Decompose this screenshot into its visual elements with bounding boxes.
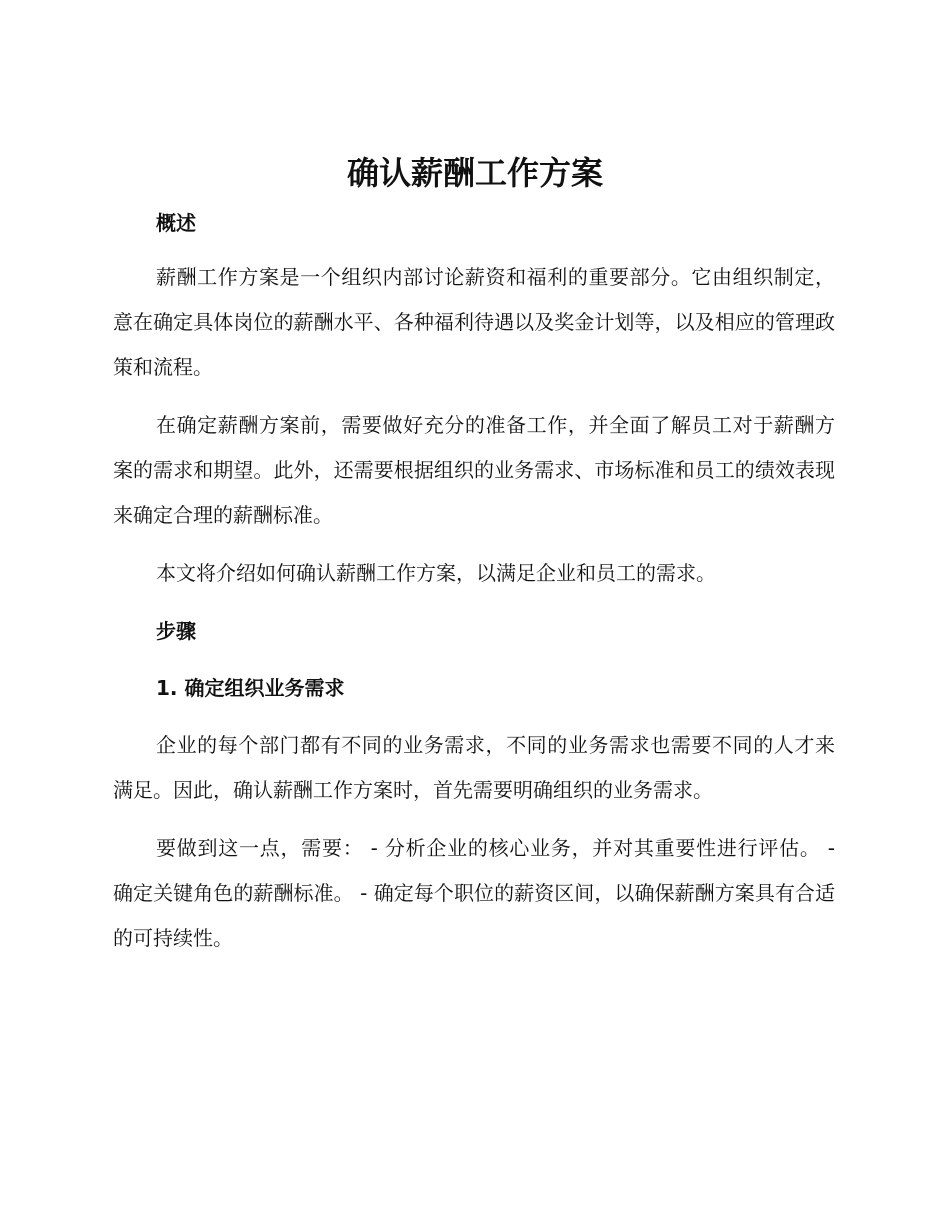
- overview-paragraph: 薪酬工作方案是一个组织内部讨论薪资和福利的重要部分。它由组织制定，意在确定具体岗位的薪酬水平、各种福利待遇以及奖金计划等，以及相应的管理政策和流程。: [113, 265, 835, 379]
- overview-paragraph: 本文将介绍如何确认薪酬工作方案，以满足企业和员工的需求。: [156, 561, 716, 585]
- step1-heading: 1. 确定组织业务需求: [156, 676, 345, 700]
- overview-heading: 概述: [156, 211, 196, 235]
- document-body: [113, 201, 835, 961]
- overview-paragraph: 在确定薪酬方案前，需要做好充分的准备工作，并全面了解员工对于薪酬方案的需求和期望。此外，还需要根据组织的业务需求、市场标准和员工的绩效表现来确定合理的薪酬标准。: [113, 413, 835, 527]
- document-title: 确认薪酬工作方案: [346, 154, 603, 192]
- step1-paragraph: 要做到这一点，需要： - 分析企业的核心业务，并对其重要性进行评估。 - 确定关键角色的薪酬标准。 - 确定每个职位的薪资区间，以确保薪酬方案具有合适的可持续性。: [113, 836, 835, 950]
- step1-paragraph: 企业的每个部门都有不同的业务需求，不同的业务需求也需要不同的人才来满足。因此，确认薪酬工作方案时，首先需要明确组织的业务需求。: [113, 733, 835, 802]
- steps-heading: 步骤: [156, 619, 196, 643]
